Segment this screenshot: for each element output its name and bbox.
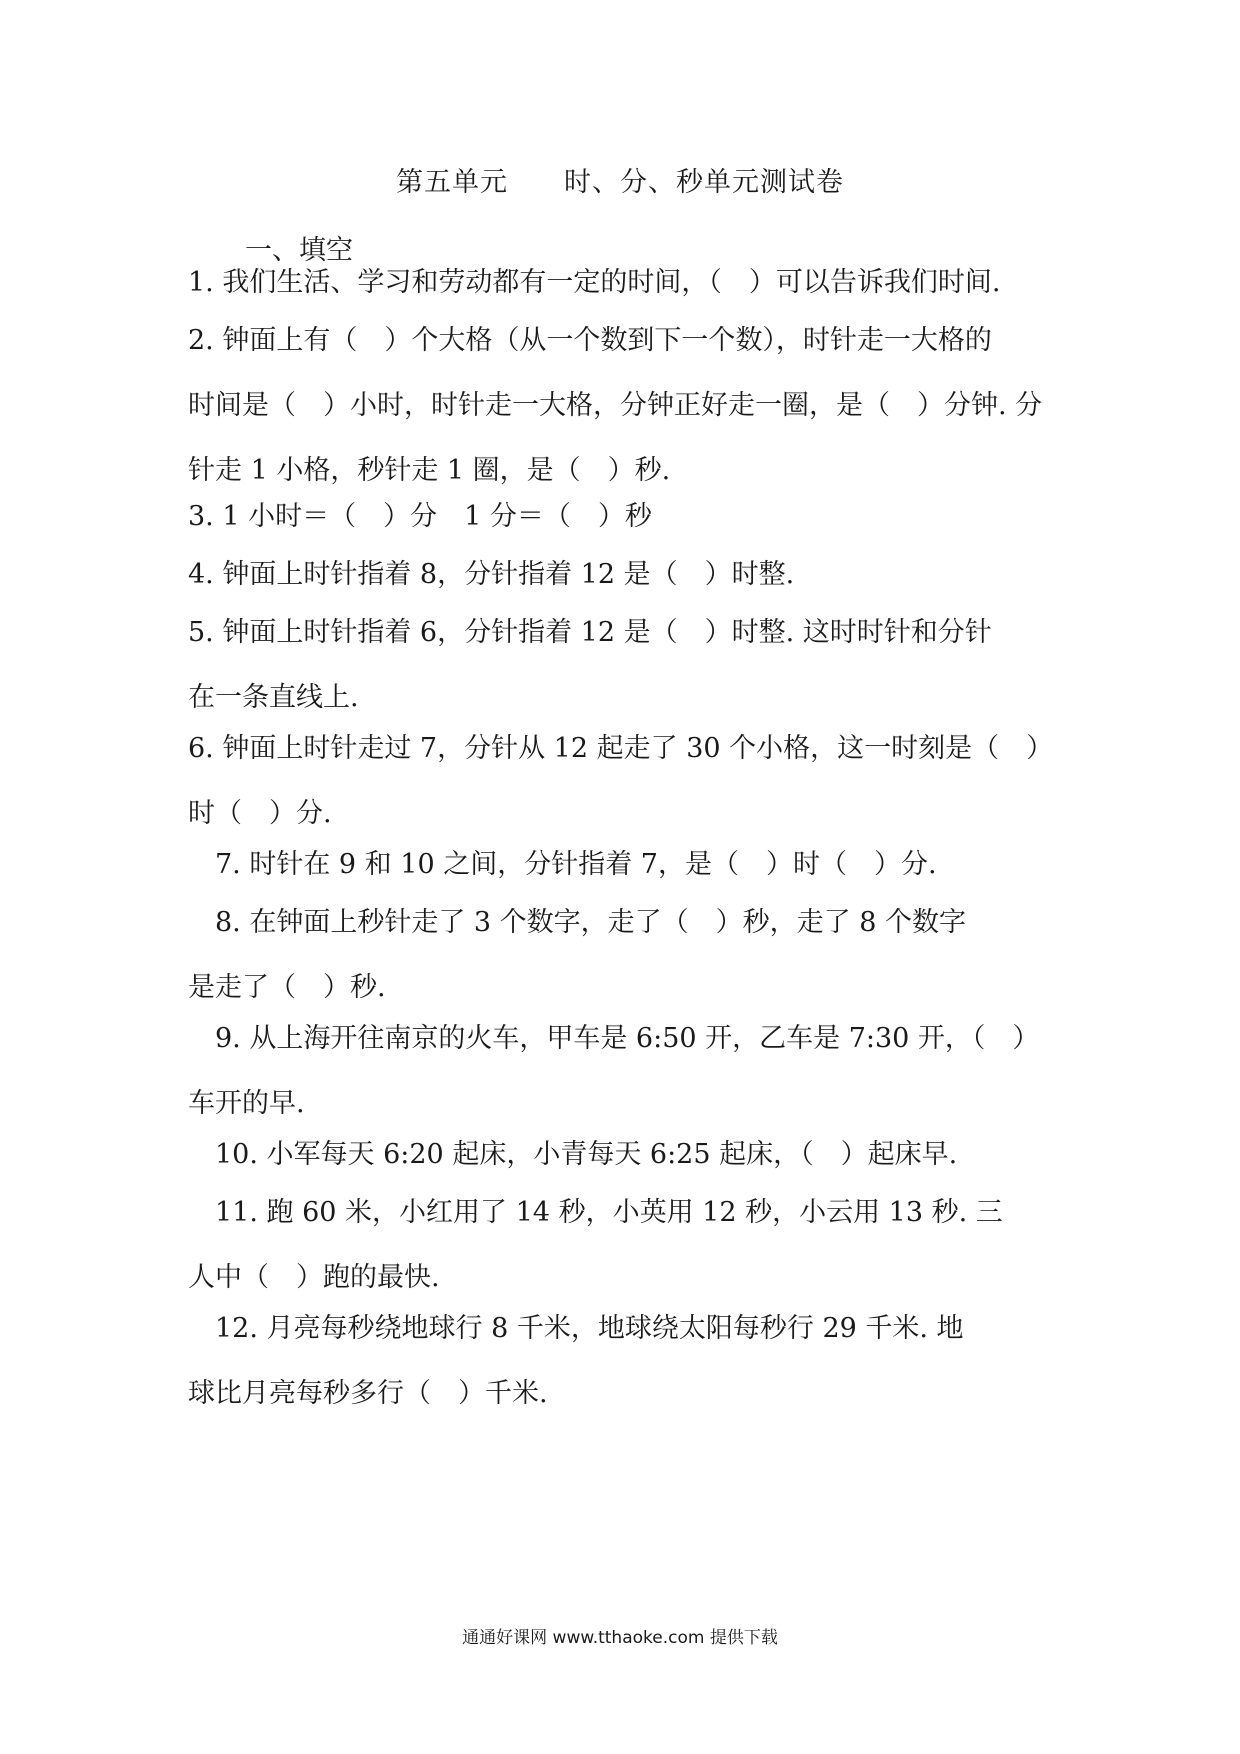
question-8	[188, 890, 1058, 1020]
question-line: 时间是（ ）小时，时针走一大格，分钟正好走一圈，是（ ）分钟. 分	[188, 390, 1043, 421]
question-line: 5. 钟面上时针指着 6，分针指着 12 是（ ）时整. 这时时针和分针	[188, 617, 992, 648]
question-line: 人中（ ）跑的最快.	[188, 1262, 440, 1293]
question-line: 4. 钟面上时针指着 8，分针指着 12 是（ ）时整.	[188, 559, 795, 590]
question-7	[188, 832, 1058, 897]
question-line: 时（ ）分.	[188, 798, 332, 829]
question-line: 球比月亮每秒多行（ ）千米.	[188, 1378, 548, 1409]
question-line: 9. 从上海开往南京的火车，甲车是 6:50 开，乙车是 7:30 开，（ ）	[188, 1023, 1040, 1054]
question-12	[188, 1296, 1058, 1426]
question-6	[188, 716, 1058, 846]
question-10	[188, 1122, 1058, 1187]
question-line: 12. 月亮每秒绕地球行 8 千米，地球绕太阳每秒行 29 千米. 地	[188, 1313, 964, 1344]
question-line: 2. 钟面上有（ ）个大格（从一个数到下一个数），时针走一大格的	[188, 325, 992, 356]
page-title: 第五单元 时、分、秒单元测试卷	[396, 167, 844, 198]
question-line: 8. 在钟面上秒针走了 3 个数字，走了（ ）秒，走了 8 个数字	[188, 907, 967, 938]
question-line: 1. 我们生活、学习和劳动都有一定的时间，（ ）可以告诉我们时间.	[188, 267, 1001, 298]
question-5	[188, 600, 1058, 730]
question-line: 6. 钟面上时针走过 7，分针从 12 起走了 30 个小格，这一时刻是（ ）	[188, 733, 1054, 764]
question-line: 10. 小军每天 6:20 起床，小青每天 6:25 起床，（ ）起床早.	[188, 1139, 958, 1170]
question-line: 7. 时针在 9 和 10 之间，分针指着 7，是（ ）时（ ）分.	[188, 849, 937, 880]
question-line: 车开的早.	[188, 1088, 305, 1119]
question-9	[188, 1006, 1058, 1136]
question-4	[188, 542, 1058, 607]
question-line: 是走了（ ）秒.	[188, 972, 386, 1003]
question-line: 针走 1 小格，秒针走 1 圈，是（ ）秒.	[188, 455, 671, 486]
question-line: 11. 跑 60 米，小红用了 14 秒，小英用 12 秒，小云用 13 秒. 三	[188, 1197, 1003, 1228]
question-line: 3. 1 小时＝（ ）分 1 分＝（ ）秒	[188, 501, 652, 532]
question-3	[188, 484, 1058, 549]
question-2	[188, 308, 1058, 503]
footer-text: 通通好课网 www.tthaoke.com 提供下载	[462, 1628, 778, 1648]
section-heading: 一、填空	[245, 235, 353, 266]
question-line: 在一条直线上.	[188, 682, 359, 713]
question-11	[188, 1180, 1058, 1310]
question-1	[188, 250, 1058, 315]
